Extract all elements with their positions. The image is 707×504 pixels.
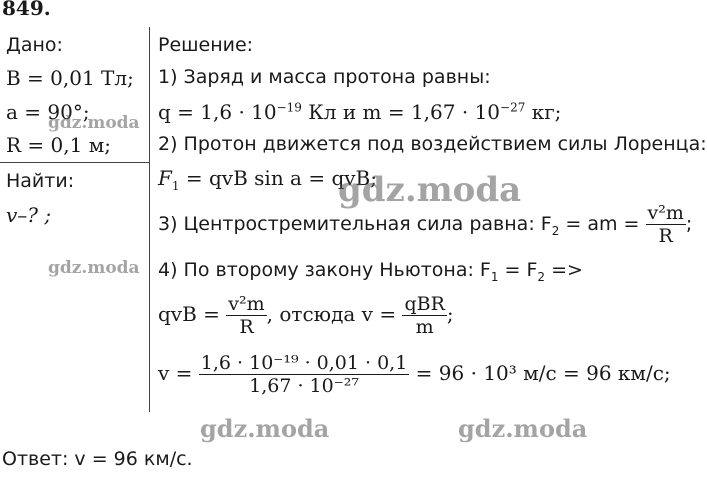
solution-heading: Решение:	[158, 34, 254, 56]
given-r: R = 0,1 м;	[6, 133, 111, 157]
given-heading: Дано:	[6, 34, 63, 56]
eq-fraction-2: $\frac{\text{qBR}}{m}$	[404, 293, 445, 338]
step-2: 2) Протон движется под воздействием силы Лоренца:	[158, 133, 707, 155]
find-heading: Найти:	[6, 170, 75, 192]
step-1: 1) Заряд и масса протона равны:	[158, 66, 491, 88]
watermark: gdz.moda	[200, 414, 330, 443]
velocity-calculation: v = $\frac{\text{1,6 · 10⁻¹⁹ · 0,01 · 0,1}}{\text{1,67 · 10⁻²⁷}}$ = 96 · 10³ м/с = 96 км/с;	[158, 352, 671, 397]
calc-fraction: $\frac{\text{1,6 · 10⁻¹⁹ · 0,01 · 0,1}}{\text{1,67 · 10⁻²⁷}}$	[200, 352, 408, 397]
watermark: gdz.moda	[458, 414, 588, 443]
given-alpha: a = 90°;	[6, 100, 90, 124]
charge-mass-line: $q = 1,6 \cdot 10^{-19}$ Кл и $m = 1,67 \cdot 10^{-27}$ кг;	[158, 100, 562, 124]
watermark: gdz.moda	[338, 170, 522, 210]
find-value: v–? ;	[6, 203, 52, 227]
lorentz-force: $F_1$ = qvB sin a = qvB;	[158, 166, 377, 193]
centripetal-fraction: $\frac{\text{v²m}}{R}$	[647, 202, 684, 247]
problem-number: 849.	[2, 0, 51, 20]
watermark: gdz.moda	[48, 113, 140, 133]
given-b: B = 0,01 Тл;	[6, 66, 134, 90]
horizontal-divider	[0, 162, 149, 163]
answer: Ответ: v = 96 км/с.	[2, 448, 193, 470]
eq-fraction-1: $\frac{\text{v²m}}{R}$	[228, 293, 265, 338]
step-4: 4) По второму закону Ньютона: $F_1 = F_2$ =>	[158, 259, 583, 284]
vertical-divider	[149, 27, 150, 412]
velocity-formula: qvB = $\frac{\text{v²m}}{R}$ , отсюда v = $\frac{\text{qBR}}{m}$ ;	[158, 293, 454, 338]
step-3: 3) Центростремительная сила равна: $F_2$ = am = $\frac{\text{v²m}}{R}$ ;	[158, 202, 693, 247]
watermark: gdz.moda	[48, 258, 140, 278]
